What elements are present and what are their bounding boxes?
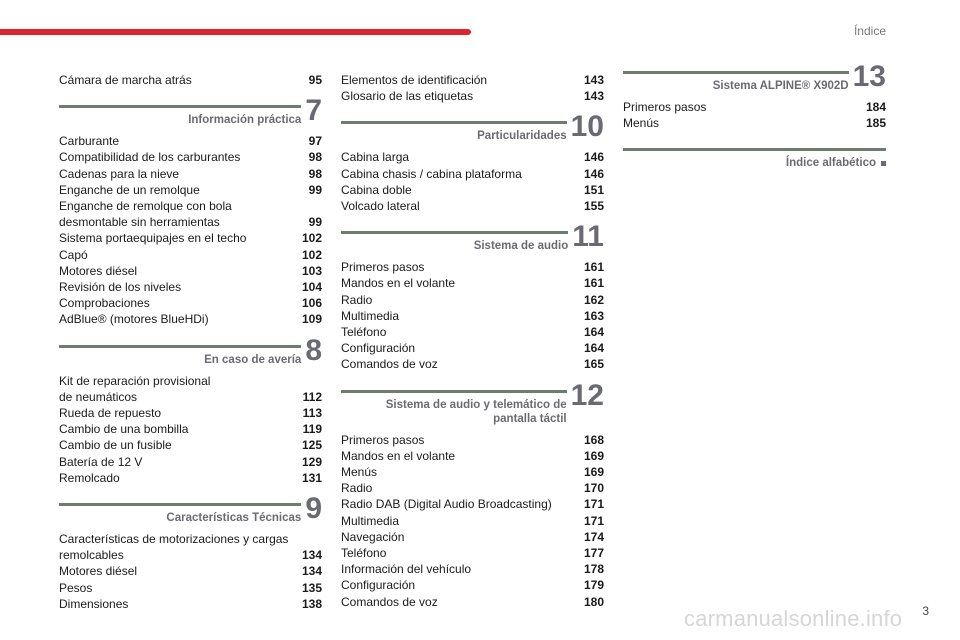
toc-entry[interactable] bbox=[341, 496, 604, 512]
toc-entry-text: Enganche de un remolque bbox=[59, 182, 200, 197]
toc-entry-page: 171 bbox=[583, 513, 604, 528]
toc-entry-page: 99 bbox=[308, 215, 322, 230]
toc-entry-text: Kit de reparación provisional bbox=[59, 373, 211, 388]
toc-entry-page: 179 bbox=[583, 578, 604, 593]
toc-entry[interactable] bbox=[59, 596, 322, 612]
toc-entry[interactable] bbox=[341, 324, 604, 340]
toc-entry-text: Carburante bbox=[59, 134, 120, 149]
toc-section bbox=[341, 72, 604, 104]
toc-section bbox=[623, 60, 886, 131]
toc-entry[interactable] bbox=[59, 405, 322, 421]
toc-entry[interactable] bbox=[341, 308, 604, 324]
toc-entry-page: 134 bbox=[301, 564, 322, 579]
toc-entry-text: Radio bbox=[341, 292, 373, 307]
toc-entry-page: 119 bbox=[302, 422, 322, 437]
section-header bbox=[341, 110, 604, 144]
toc-entry-page: 135 bbox=[301, 580, 322, 595]
toc-entry-page: 109 bbox=[301, 312, 322, 327]
toc-entry-page: 143 bbox=[583, 89, 604, 104]
toc-entry-text: Navegación bbox=[341, 529, 405, 544]
section-divider bbox=[341, 121, 567, 124]
toc-entry[interactable] bbox=[59, 547, 322, 563]
toc-entry-page: 131 bbox=[301, 470, 322, 485]
toc-entry[interactable] bbox=[59, 531, 322, 547]
section-number: 11 bbox=[572, 220, 604, 254]
toc-entry[interactable] bbox=[59, 247, 322, 263]
toc-entry[interactable] bbox=[59, 72, 322, 88]
toc-entry-text: Sistema portaequipajes en el techo bbox=[59, 231, 247, 246]
toc-entry-text: Teléfono bbox=[341, 325, 387, 340]
section-title[interactable]: Sistema de audio bbox=[473, 240, 569, 253]
toc-entry-text: AdBlue® (motores BlueHDi) bbox=[59, 312, 209, 327]
toc-entry[interactable] bbox=[341, 166, 604, 182]
toc-entry-page: 171 bbox=[583, 497, 604, 512]
toc-entry[interactable] bbox=[341, 545, 604, 561]
section-number: 12 bbox=[570, 378, 604, 412]
toc-entry[interactable] bbox=[59, 133, 322, 149]
toc-entry-text: Teléfono bbox=[341, 546, 387, 561]
toc-entry-text: Volcado lateral bbox=[341, 199, 420, 214]
toc-entry[interactable] bbox=[59, 182, 322, 198]
toc-entry-page: 165 bbox=[583, 357, 604, 372]
toc-entry[interactable] bbox=[341, 88, 604, 104]
toc-entry-text: Revisión de los niveles bbox=[59, 280, 182, 295]
toc-entry[interactable] bbox=[341, 594, 604, 610]
section-divider bbox=[341, 390, 567, 393]
toc-section bbox=[59, 72, 322, 88]
toc-entry-page: 180 bbox=[583, 594, 604, 609]
section-divider bbox=[623, 71, 849, 74]
section-number: 7 bbox=[305, 94, 322, 128]
toc-entry-text: Multimedia bbox=[341, 513, 400, 528]
page-number: 3 bbox=[922, 604, 929, 618]
toc-entry-text: Comandos de voz bbox=[341, 357, 438, 372]
toc-entry-page: 169 bbox=[583, 448, 604, 463]
toc-entry-text: Mandos en el volante bbox=[341, 448, 456, 463]
toc-entry-text: Configuración bbox=[341, 578, 416, 593]
toc-entry-text: de neumáticos bbox=[59, 389, 138, 404]
toc-entry-page: 98 bbox=[308, 150, 322, 165]
toc-entry-page: 174 bbox=[583, 529, 604, 544]
toc-entry-text: Cabina larga bbox=[341, 150, 410, 165]
toc-entry-page: 184 bbox=[865, 100, 886, 114]
toc-entry[interactable] bbox=[59, 389, 322, 405]
toc-entry-page: 106 bbox=[301, 296, 322, 311]
toc-entry[interactable] bbox=[59, 454, 322, 470]
toc-entry-page: 161 bbox=[583, 260, 604, 275]
toc-entry[interactable] bbox=[341, 464, 604, 480]
section-title[interactable]: Sistema ALPINE® X902D bbox=[712, 80, 849, 92]
toc-entry[interactable] bbox=[623, 99, 886, 115]
toc-entry[interactable] bbox=[59, 149, 322, 165]
section-divider bbox=[59, 105, 301, 108]
section-number: 8 bbox=[305, 333, 322, 367]
section-number: 10 bbox=[570, 110, 604, 144]
toc-entry-page: 129 bbox=[301, 454, 322, 469]
section-title[interactable]: En caso de avería bbox=[204, 353, 302, 366]
toc-entry[interactable] bbox=[59, 563, 322, 579]
toc-entry-text: Radio bbox=[341, 481, 373, 496]
section-header bbox=[623, 60, 886, 93]
toc-entry-text: Características de motorizaciones y cargas bbox=[59, 532, 289, 547]
toc-entry[interactable] bbox=[341, 432, 604, 448]
toc-entry-page: 102 bbox=[301, 231, 322, 246]
toc-column-2 bbox=[341, 72, 604, 610]
toc-entry-page: 134 bbox=[301, 548, 322, 563]
header-accent-bar bbox=[0, 29, 471, 35]
toc-entry-text: Cadenas para la nieve bbox=[59, 166, 180, 181]
toc-entry[interactable] bbox=[341, 72, 604, 88]
toc-entry-text: Menús bbox=[341, 465, 378, 480]
section-header bbox=[59, 333, 322, 367]
section-divider bbox=[59, 503, 301, 506]
toc-entry[interactable] bbox=[341, 292, 604, 308]
toc-entry-text: Cambio de una bombilla bbox=[59, 422, 189, 437]
toc-entry-text: Comprobaciones bbox=[59, 296, 150, 311]
watermark: carmanualsonline.info bbox=[684, 606, 903, 631]
toc-entry[interactable] bbox=[59, 198, 322, 214]
toc-entry[interactable] bbox=[59, 580, 322, 596]
toc-section bbox=[59, 333, 322, 486]
toc-entry-page: 125 bbox=[301, 438, 322, 453]
toc-entry-text: Compatibilidad de los carburantes bbox=[59, 150, 241, 165]
header-title: Índice bbox=[853, 24, 886, 38]
toc-entry-text: Elementos de identificación bbox=[341, 73, 488, 87]
toc-entry[interactable] bbox=[59, 166, 322, 182]
toc-entry-page: 104 bbox=[301, 280, 322, 295]
toc-entry[interactable] bbox=[59, 470, 322, 486]
toc-entry[interactable] bbox=[341, 529, 604, 545]
toc-entry-page: 146 bbox=[583, 150, 604, 165]
toc-entry-text: Mandos en el volante bbox=[341, 276, 456, 291]
section-number: 9 bbox=[305, 492, 322, 526]
toc-section bbox=[59, 492, 322, 612]
toc-section bbox=[341, 110, 604, 214]
toc-entry-text: Primeros pasos bbox=[341, 260, 425, 275]
toc-entry-page: 168 bbox=[583, 432, 604, 447]
toc-entry-text: Comandos de voz bbox=[341, 594, 438, 609]
toc-entry-page: 103 bbox=[301, 263, 322, 278]
toc-entry-text: Cambio de un fusible bbox=[59, 438, 172, 453]
toc-entry[interactable] bbox=[59, 437, 322, 453]
toc-entry[interactable] bbox=[341, 259, 604, 275]
toc-entry-page: 98 bbox=[308, 166, 322, 181]
toc-entry[interactable] bbox=[59, 311, 322, 327]
toc-entry[interactable] bbox=[341, 275, 604, 291]
toc-entry-text: Menús bbox=[623, 116, 660, 131]
toc-entry-page: 102 bbox=[301, 247, 322, 262]
toc-entry-page: 138 bbox=[301, 596, 322, 611]
toc-entry-text: Multimedia bbox=[341, 308, 400, 323]
toc-entry-page: 143 bbox=[583, 73, 604, 87]
toc-entry-text: Motores diésel bbox=[59, 263, 138, 278]
toc-entry-text: Cabina chasis / cabina plataforma bbox=[341, 166, 522, 181]
toc-entry[interactable] bbox=[341, 356, 604, 372]
toc-entry[interactable] bbox=[59, 373, 322, 389]
toc-entry-text: Cabina doble bbox=[341, 182, 412, 197]
toc-entry-page: 113 bbox=[302, 406, 322, 421]
toc-entry[interactable] bbox=[59, 214, 322, 230]
toc-entry-page: 161 bbox=[583, 276, 604, 291]
toc-entry-page: 177 bbox=[583, 546, 604, 561]
toc-column-1 bbox=[59, 72, 322, 612]
toc-section bbox=[59, 94, 322, 327]
toc-entry[interactable] bbox=[341, 480, 604, 496]
toc-entry-page: 164 bbox=[583, 325, 604, 340]
toc-entry-text: Remolcado bbox=[59, 470, 120, 485]
toc-entry[interactable] bbox=[59, 421, 322, 437]
toc-entry-page: 163 bbox=[583, 308, 604, 323]
toc-entry-page: 178 bbox=[583, 562, 604, 577]
toc-entry-page: 162 bbox=[583, 292, 604, 307]
toc-entry[interactable] bbox=[341, 149, 604, 165]
toc-section bbox=[623, 141, 886, 170]
toc-entry-page: 164 bbox=[583, 341, 604, 356]
toc-section bbox=[341, 220, 604, 372]
toc-entry-page: 146 bbox=[583, 166, 604, 181]
toc-entry-text: Glosario de las etiquetas bbox=[341, 89, 474, 104]
toc-entry-text: Primeros pasos bbox=[623, 100, 707, 114]
toc-column-3 bbox=[623, 60, 886, 176]
section-header bbox=[341, 220, 604, 254]
toc-entry[interactable] bbox=[59, 279, 322, 295]
toc-entry-page: 185 bbox=[865, 116, 886, 131]
toc-entry[interactable] bbox=[59, 295, 322, 311]
toc-entry[interactable] bbox=[341, 561, 604, 577]
toc-entry-text: Capó bbox=[59, 247, 88, 262]
section-title[interactable]: Índice alfabético bbox=[623, 156, 886, 170]
toc-entry[interactable] bbox=[341, 198, 604, 214]
toc-entry[interactable] bbox=[59, 263, 322, 279]
toc-entry[interactable] bbox=[341, 448, 604, 464]
section-header bbox=[59, 94, 322, 128]
toc-entry-text: Cámara de marcha atrás bbox=[59, 73, 192, 87]
toc-entry-text: Primeros pasos bbox=[341, 432, 425, 447]
toc-entry[interactable] bbox=[341, 182, 604, 198]
toc-entry-page: 95 bbox=[308, 73, 322, 87]
section-header bbox=[59, 492, 322, 526]
toc-entry[interactable] bbox=[341, 340, 604, 356]
toc-entry-text: Configuración bbox=[341, 341, 416, 356]
toc-entry-text: Batería de 12 V bbox=[59, 454, 143, 469]
section-divider bbox=[341, 231, 568, 234]
toc-entry-text: Motores diésel bbox=[59, 564, 138, 579]
section-header bbox=[623, 141, 886, 170]
toc-entry-text: Radio DAB (Digital Audio Broadcasting) bbox=[341, 497, 552, 512]
toc-entry-page: 99 bbox=[308, 182, 322, 197]
section-title[interactable]: Características Técnicas bbox=[166, 512, 302, 525]
toc-entry-text: remolcables bbox=[59, 548, 124, 563]
toc-entry-text: Dimensiones bbox=[59, 596, 129, 611]
section-title[interactable]: Información práctica bbox=[188, 114, 302, 127]
toc-entry-text: Enganche de remolque con bola bbox=[59, 199, 232, 214]
section-title[interactable]: Sistema de audio y telemático de pantalla táctil bbox=[385, 398, 567, 425]
toc-entry-text: Rueda de repuesto bbox=[59, 406, 162, 421]
section-number: 13 bbox=[852, 60, 886, 93]
toc-section bbox=[341, 378, 604, 610]
toc-entry[interactable] bbox=[341, 513, 604, 529]
toc-entry-page: 155 bbox=[583, 199, 604, 214]
toc-entry-page: 151 bbox=[583, 182, 604, 197]
toc-entry-text: Información del vehículo bbox=[341, 562, 472, 577]
toc-entry[interactable] bbox=[59, 230, 322, 246]
section-header bbox=[341, 378, 604, 426]
toc-entry-page: 169 bbox=[583, 465, 604, 480]
section-divider bbox=[623, 148, 886, 151]
square-bullet-icon bbox=[881, 161, 886, 166]
toc-entry-page: 97 bbox=[308, 134, 322, 149]
toc-entry[interactable] bbox=[341, 577, 604, 593]
toc-entry-page: 112 bbox=[302, 389, 322, 404]
toc-entry-text: desmontable sin herramientas bbox=[59, 215, 220, 230]
toc-entry-text: Pesos bbox=[59, 580, 93, 595]
toc-entry-page: 170 bbox=[583, 481, 604, 496]
section-divider bbox=[59, 345, 301, 348]
toc-entry[interactable] bbox=[623, 115, 886, 131]
section-title[interactable]: Particularidades bbox=[477, 130, 567, 143]
